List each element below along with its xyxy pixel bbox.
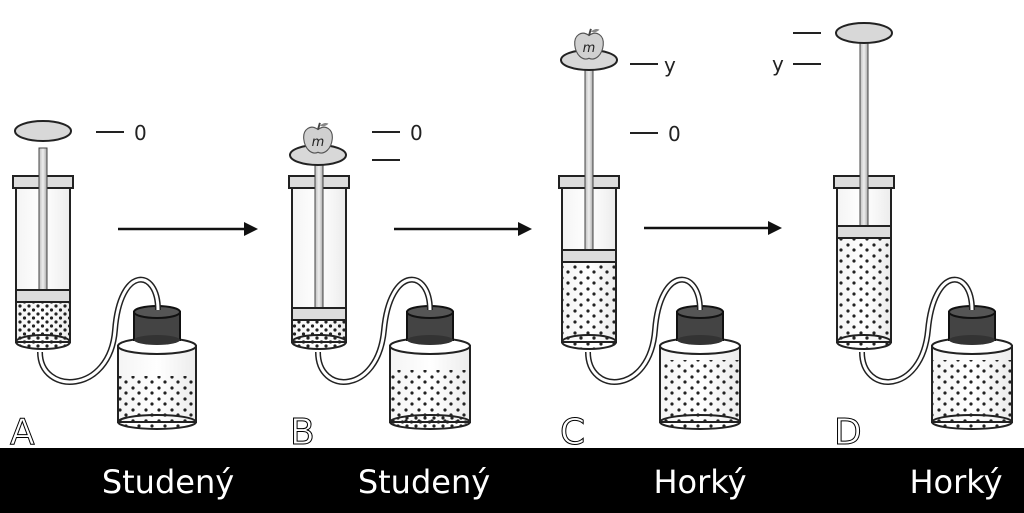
mark-label-y: y bbox=[772, 52, 784, 76]
caption-b: Studený bbox=[357, 463, 491, 501]
mark-label-y: y bbox=[664, 53, 676, 77]
mark-label-0: 0 bbox=[668, 122, 681, 146]
mass-label: m bbox=[311, 135, 325, 150]
syringe-cylinder bbox=[289, 123, 349, 349]
piston-plate bbox=[15, 121, 71, 141]
mass-label: m bbox=[582, 41, 596, 56]
mark-label-0: 0 bbox=[134, 121, 147, 145]
panel-letter-b: B bbox=[290, 412, 315, 453]
caption-d: Horký bbox=[909, 463, 1003, 501]
panel-letter-c: C bbox=[560, 412, 586, 453]
piston-plate bbox=[836, 23, 892, 43]
caption-c: Horký bbox=[653, 463, 747, 501]
panel-letter-d: D bbox=[834, 412, 862, 453]
mark-label-0: 0 bbox=[410, 121, 423, 145]
caption-a: Studený bbox=[101, 463, 235, 501]
panel-letter-a: A bbox=[10, 412, 35, 453]
